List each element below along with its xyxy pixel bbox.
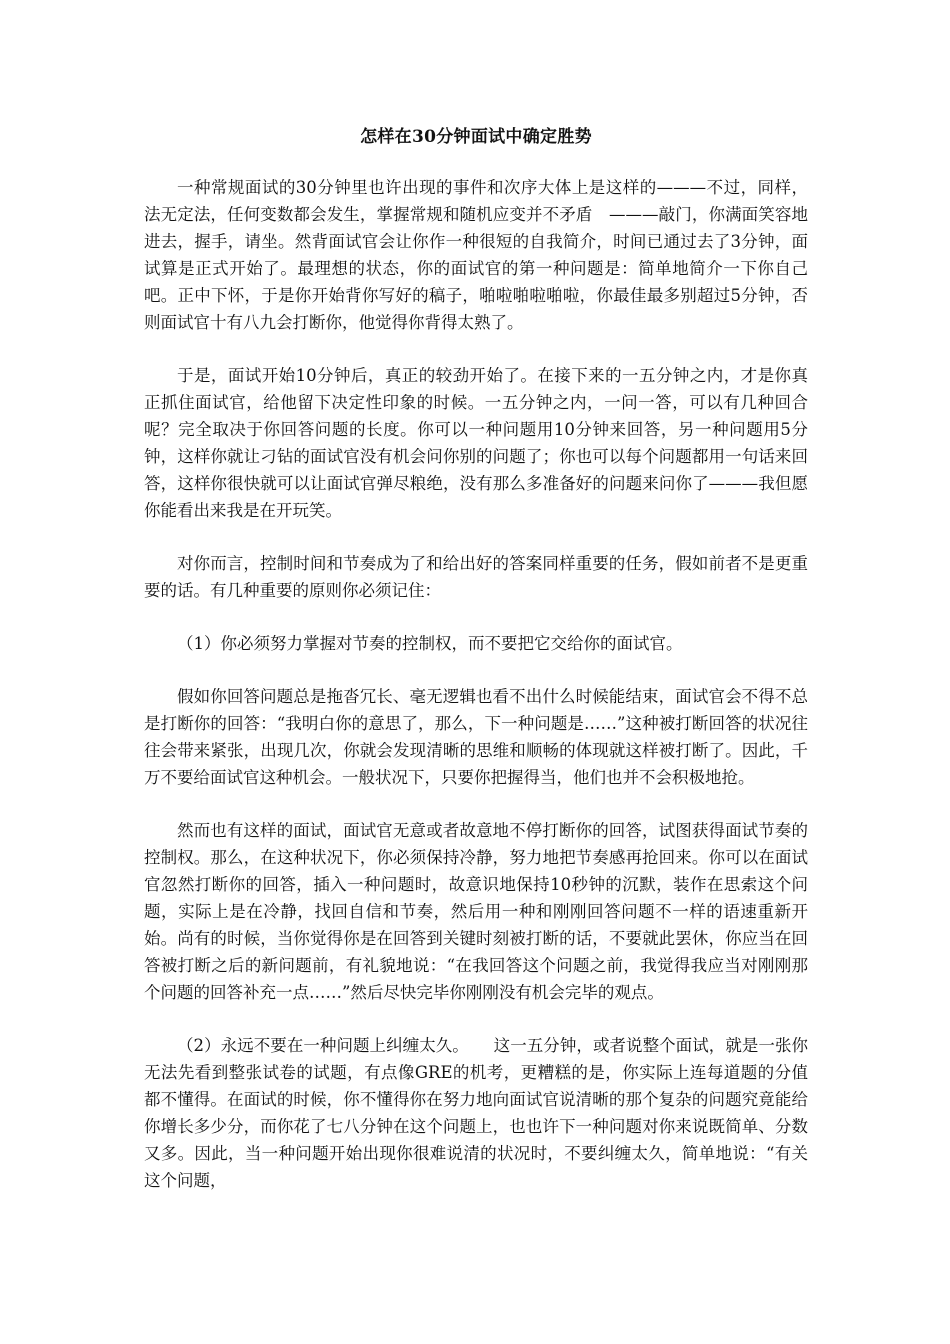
paragraph-spacer	[144, 657, 808, 683]
paragraph-spacer	[144, 604, 808, 630]
paragraph-spacer	[144, 1006, 808, 1032]
paragraph-spacer	[144, 336, 808, 362]
document-title: 怎样在30分钟面试中确定胜势	[360, 127, 592, 147]
paragraph-2: 于是，面试开始10分钟后，真正的较劲开始了。在接下来的一五分钟之内，才是你真正抓住面试官，给他留下决定性印象的时候。一五分钟之内，一问一答，可以有几种回合呢？完全取决于你回答问题的长度。你可以一种问题用10分钟来回答，另一种问题用5分钟，这样你就让刁钻的面试官没有机会问你别的问题了；你也可以每个问题都用一句话来回答，这样你很快就可以让面试官弹尽粮绝，没有那么多准备好的问题来问你了———我但愿你能看出来我是在开玩笑。	[144, 366, 808, 520]
paragraph-3: 对你而言，控制时间和节奏成为了和给出好的答案同样重要的任务，假如前者不是更重要的话。有几种重要的原则你必须记住：	[144, 554, 808, 600]
document-body	[144, 122, 808, 1194]
paragraph-spacer	[144, 791, 808, 817]
paragraph-6: 然而也有这样的面试，面试官无意或者故意地不停打断你的回答，试图获得面试节奏的控制权。那么，在这种状况下，你必须保持冷静，努力地把节奏感再抢回来。你可以在面试官忽然打断你的回答，插入一种问题时，故意识地保持10秒钟的沉默，装作在思索这个问题，实际上是在冷静，找回自信和节奏，然后用一种和刚刚回答问题不一样的语速重新开始。尚有的时候，当你觉得你是在回答到关键时刻被打断的话，不要就此罢休，你应当在回答被打断之后的新问题前，有礼貌地说：“在我回答这个问题之前，我觉得我应当对刚刚那个问题的回答补充一点……”然后尽快完毕你刚刚没有机会完毕的观点。	[144, 821, 808, 1002]
principle-1: （1）你必须努力掌握对节奏的控制权，而不要把它交给你的面试官。	[177, 634, 683, 653]
principle-2: （2）永远不要在一种问题上纠缠太久。 这一五分钟，或者说整个面试，就是一张你无法先看到整张试卷的试题，有点像GRE的机考，更糟糕的是，你实际上连每道题的分值都不懂得。在面试的时候，你不懂得你在努力地向面试官说清晰的那个复杂的问题究竟能给你增长多少分，而你花了七八分钟在这个问题上，也也许下一种问题对你来说既简单、分数又多。因此，当一种问题开始出现你很难说清的状况时，不要纠缠太久，简单地说：“有关这个问题，	[144, 1036, 808, 1190]
paragraph-5: 假如你回答问题总是拖沓冗长、毫无逻辑也看不出什么时候能结束，面试官会不得不总是打断你的回答：“我明白你的意思了，那么，下一种问题是……”这种被打断回答的状况往往会带来紧张，出现几次，你就会发现清晰的思维和顺畅的体现就这样被打断了。因此，千万不要给面试官这种机会。一般状况下，只要你把握得当，他们也并不会积极地抢。	[144, 687, 808, 787]
paragraph-spacer	[144, 524, 808, 550]
paragraph-1: 一种常规面试的30分钟里也许出现的事件和次序大体上是这样的———不过，同样，法无定法，任何变数都会发生，掌握常规和随机应变并不矛盾 ———敲门，你满面笑容地进去，握手，请坐。然背面试官会让你作一种很短的自我简介，时间已通过去了3分钟，面试算是正式开始了。最理想的状态，你的面试官的第一种问题是：简单地简介一下你自己吧。正中下怀，于是你开始背你写好的稿子，啪啦啪啦啪啦，你最佳最多别超过5分钟，否则面试官十有八九会打断你，他觉得你背得太熟了。	[144, 178, 808, 332]
